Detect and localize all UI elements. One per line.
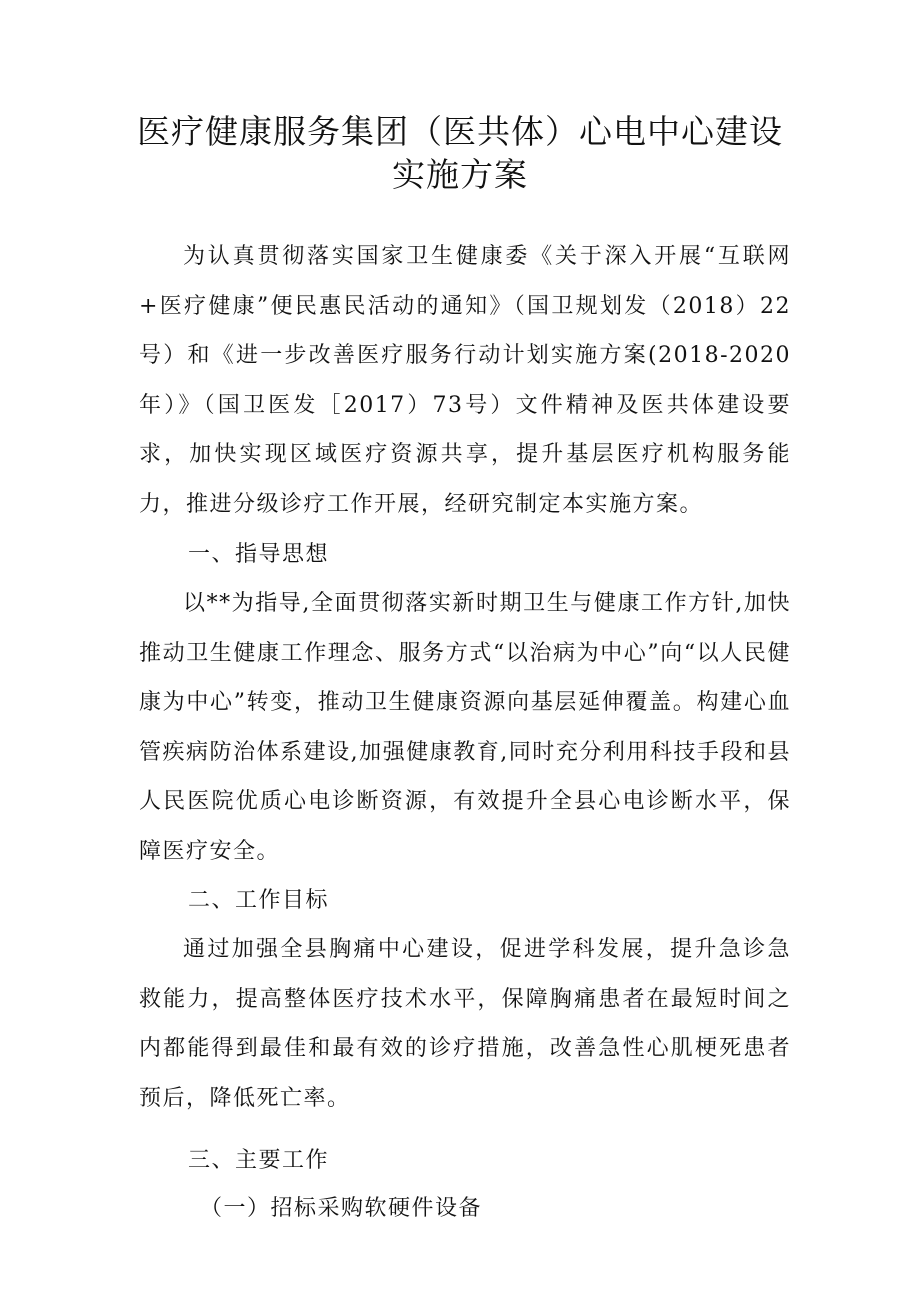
- intro-paragraph: 为认真贯彻落实国家卫生健康委《关于深入开展“互联网+医疗健康”便民惠民活动的通知》（国卫规划发（2018）22号）和《进一步改善医疗服务行动计划实施方案(2018-2020年）》（国卫医发［2017）73号）文件精神及医共体建设要求，加快实现区域医疗资源共享，提升基层医疗机构服务能力，推进分级诊疗工作开展，经研究制定本实施方案。: [139, 244, 791, 517]
- document-title-line-2: 实施方案: [392, 155, 528, 194]
- section-3-heading: 三、主要工作: [188, 1148, 330, 1173]
- section-1-paragraph: 以**为指导,全面贯彻落实新时期卫生与健康工作方针,加快推动卫生健康工作理念、服务方式“以治病为中心”向“以人民健康为中心”转变，推动卫生健康资源向基层延伸覆盖。构建心血管疾病防治体系建设,加强健康教育,同时充分利用科技手段和县人民医院优质心电诊断资源，有效提升全县心电诊断水平，保障医疗安全。: [139, 591, 791, 864]
- document-title-line-1: 医疗健康服务集团（医共体）心电中心建设: [137, 112, 783, 151]
- section-3-subheading-1: （一）招标采购软硬件设备: [200, 1196, 483, 1221]
- section-2-heading: 二、工作目标: [188, 888, 330, 913]
- section-2-paragraph: 通过加强全县胸痛中心建设，促进学科发展，提升急诊急救能力，提高整体医疗技术水平，保障胸痛患者在最短时间之内都能得到最佳和最有效的诊疗措施，改善急性心肌梗死患者预后，降低死亡率。: [139, 937, 791, 1111]
- section-1-heading: 一、指导思想: [188, 542, 330, 567]
